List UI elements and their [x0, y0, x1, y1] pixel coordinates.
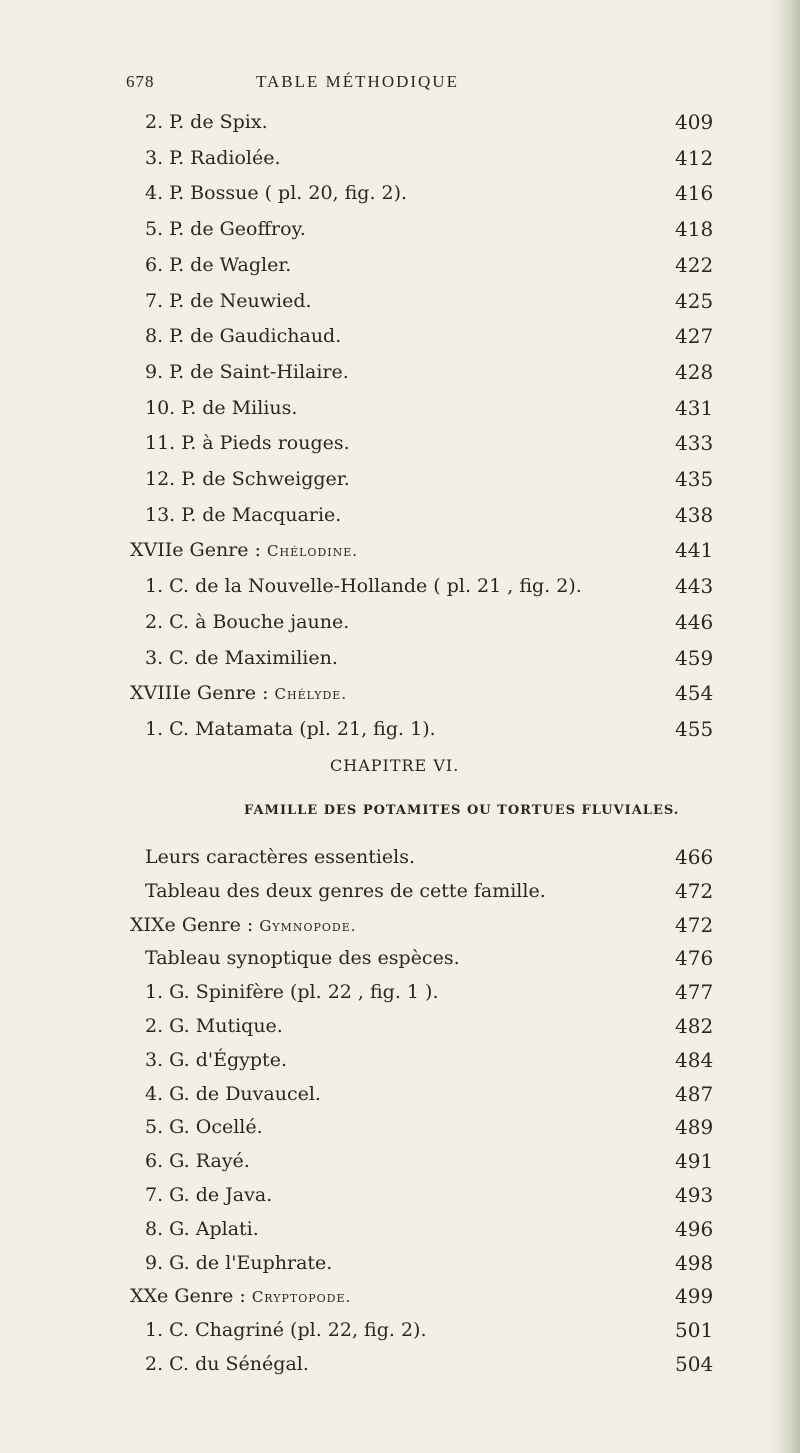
- entry-label: 4. P. Bossue ( pl. 20, fig. 2).: [145, 182, 408, 205]
- entry-label: 13. P. de Macquarie.: [145, 503, 342, 526]
- entry-page-number: 501: [675, 1318, 714, 1343]
- entry-page-number: 418: [675, 217, 714, 242]
- entry-label: 1. G. Spinifère (pl. 22 , fig. 1 ).: [145, 981, 439, 1004]
- entry-label: 11. P. à Pieds rouges.: [145, 432, 350, 455]
- entry-page-number: 499: [675, 1284, 714, 1309]
- entry-label: 4. G. de Duvaucel.: [145, 1082, 321, 1105]
- entry-label: 7. P. de Neuwied.: [145, 289, 312, 312]
- entry-page-number: 487: [675, 1081, 714, 1106]
- entry-label: [130, 679, 347, 708]
- toc-entry: [0, 358, 760, 386]
- entry-label: 12. P. de Schweigger.: [145, 468, 350, 490]
- entry-page-number: 455: [675, 716, 714, 741]
- entry-label: 2. C. à Bouche jaune.: [145, 610, 350, 633]
- entry-page-number: 441: [675, 538, 714, 563]
- entry-page-number: 459: [675, 645, 714, 670]
- entry-page-number: 482: [675, 1014, 714, 1038]
- entry-page-number: 422: [675, 252, 714, 277]
- genre-prefix: XIXe Genre :: [130, 913, 260, 936]
- entry-label: 5. P. de Geoffroy.: [145, 218, 306, 241]
- entry-label: [130, 536, 358, 565]
- page-number: 678: [126, 72, 155, 91]
- running-title: TABLE MÉTHODIQUE: [256, 72, 459, 91]
- entry-label: 2. G. Mutique.: [145, 1015, 283, 1037]
- toc-entry: [0, 1350, 760, 1378]
- toc-entry: [0, 572, 760, 600]
- toc-entry: [0, 1181, 760, 1209]
- toc-entry: [0, 843, 760, 871]
- genus-name: Chélodine.: [267, 542, 359, 561]
- entry-page-number: 496: [675, 1216, 714, 1241]
- entry-label: Tableau des deux genres de cette famille.: [145, 879, 546, 902]
- entry-page-number: 425: [675, 288, 714, 313]
- genus-name: Cryptopode.: [251, 1288, 352, 1307]
- toc-entry: [0, 1147, 760, 1175]
- toc-entry: [0, 251, 760, 279]
- entry-label: 9. G. de l'Euphrate.: [145, 1251, 333, 1274]
- page-header: [126, 72, 586, 98]
- toc-entry: [0, 715, 760, 743]
- toc-entry: [0, 501, 760, 529]
- entry-label: [130, 1282, 351, 1311]
- entry-page-number: 477: [675, 980, 714, 1005]
- entry-label: 2. C. du Sénégal.: [145, 1353, 309, 1375]
- entry-page-number: 504: [675, 1352, 714, 1376]
- toc-entry: [0, 465, 760, 493]
- entry-label: 1. C. Chagriné (pl. 22, fig. 2).: [145, 1319, 427, 1342]
- entry-label: 9. P. de Saint-Hilaire.: [145, 360, 349, 383]
- entry-label: 7. G. de Java.: [145, 1184, 273, 1206]
- toc-entry: [0, 322, 760, 350]
- entry-label: 3. C. de Maximilien.: [145, 646, 338, 669]
- chapter-subtitle: FAMILLE DES POTAMITES OU TORTUES FLUVIALES.: [244, 803, 680, 818]
- entry-page-number: 438: [675, 502, 714, 527]
- entry-page-number: 409: [675, 110, 714, 134]
- page-edge: [770, 0, 800, 1453]
- toc-entry: [0, 1113, 760, 1141]
- entry-label: 5. G. Ocellé.: [145, 1116, 263, 1139]
- toc-entry: [0, 644, 760, 672]
- entry-label: 2. P. de Spix.: [145, 111, 268, 133]
- entry-page-number: 476: [675, 946, 714, 971]
- genus-name: Chélyde.: [274, 685, 348, 704]
- genre-prefix: XVIIe Genre :: [130, 539, 268, 562]
- toc-entry: [0, 215, 760, 243]
- entry-label: 3. P. Radiolée.: [145, 146, 281, 169]
- entry-page-number: 489: [675, 1115, 714, 1140]
- entry-label: 6. G. Rayé.: [145, 1150, 250, 1173]
- entry-page-number: 435: [675, 467, 714, 491]
- entry-page-number: 427: [675, 324, 714, 349]
- chapter-title: CHAPITRE VI.: [330, 756, 460, 775]
- entry-label: Leurs caractères essentiels.: [145, 846, 416, 868]
- toc-entry: [0, 1249, 760, 1277]
- entry-label: 6. P. de Wagler.: [145, 253, 292, 276]
- entry-page-number: 433: [675, 431, 714, 456]
- toc-entry: [0, 679, 760, 707]
- entry-page-number: 491: [675, 1149, 714, 1174]
- entry-page-number: 431: [675, 395, 714, 420]
- toc-entry: [0, 144, 760, 172]
- toc-entry: [0, 877, 760, 905]
- toc-entry: [0, 608, 760, 636]
- toc-entry: [0, 429, 760, 457]
- toc-entry: [0, 911, 760, 939]
- toc-entry: [0, 1046, 760, 1074]
- genre-prefix: XXe Genre :: [130, 1285, 252, 1308]
- entry-page-number: 428: [675, 359, 714, 384]
- toc-entry: [0, 179, 760, 207]
- entry-page-number: 466: [675, 845, 714, 869]
- entry-label: 8. P. de Gaudichaud.: [145, 325, 342, 348]
- entry-page-number: 498: [675, 1250, 714, 1275]
- entry-page-number: 472: [675, 878, 714, 903]
- entry-label: 1. C. de la Nouvelle-Hollande ( pl. 21 , fig. 2).: [145, 575, 582, 598]
- toc-entry: [0, 1316, 760, 1344]
- entry-page-number: 454: [675, 681, 714, 706]
- toc-entry: [0, 1080, 760, 1108]
- toc-entry: [0, 1282, 760, 1310]
- genre-prefix: XVIIIe Genre :: [130, 682, 275, 705]
- entry-label: 10. P. de Milius.: [145, 396, 298, 419]
- toc-entry: [0, 108, 760, 136]
- entry-page-number: 472: [675, 912, 714, 937]
- entry-page-number: 484: [675, 1047, 714, 1072]
- toc-entry: [0, 394, 760, 422]
- entry-page-number: 446: [675, 609, 714, 634]
- entry-label: 1. C. Matamata (pl. 21, fig. 1).: [145, 717, 436, 740]
- entry-label: Tableau synoptique des espèces.: [145, 947, 460, 970]
- entry-label: 8. G. Aplati.: [145, 1217, 259, 1240]
- genus-name: Gymnopode.: [259, 916, 357, 935]
- entry-page-number: 493: [675, 1183, 714, 1207]
- toc-entry: [0, 287, 760, 315]
- toc-entry: [0, 978, 760, 1006]
- toc-entry: [0, 536, 760, 564]
- entry-page-number: 443: [675, 574, 714, 599]
- toc-entry: [0, 1215, 760, 1243]
- entry-label: 3. G. d'Égypte.: [145, 1048, 287, 1071]
- toc-entry: [0, 944, 760, 972]
- entry-page-number: 416: [675, 181, 714, 206]
- toc-entry: [0, 1012, 760, 1040]
- entry-label: [130, 911, 357, 940]
- entry-page-number: 412: [675, 145, 714, 170]
